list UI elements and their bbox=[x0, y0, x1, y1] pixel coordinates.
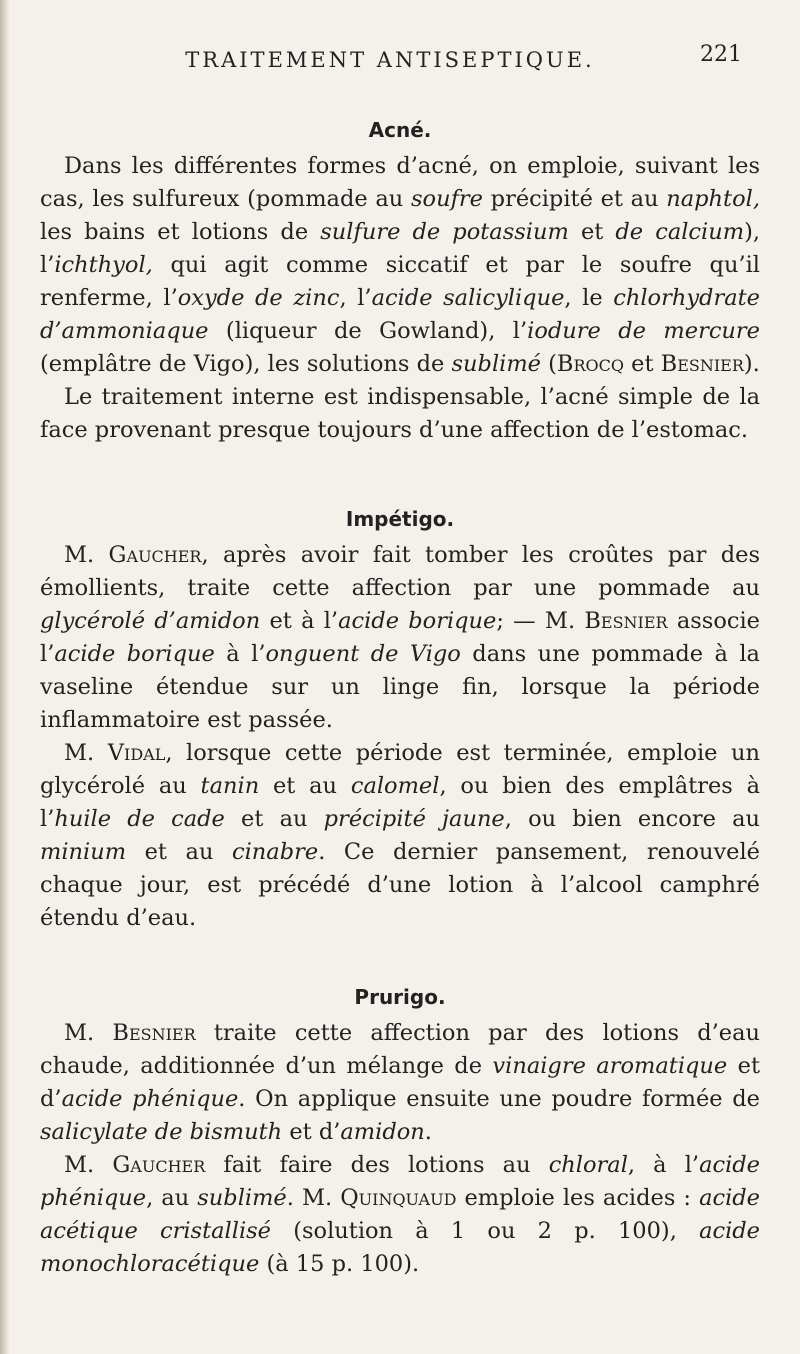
text-run: les bains et lotions de bbox=[40, 219, 321, 245]
paragraph bbox=[40, 381, 760, 447]
text-run: M. bbox=[64, 1152, 113, 1178]
section-title: Impétigo. bbox=[345, 507, 455, 531]
section-title: Acné. bbox=[368, 118, 432, 142]
italic-run: acide phénique bbox=[61, 1086, 239, 1112]
text-run: et bbox=[623, 351, 661, 377]
text-run: dans une pommade à la vaseline étendue sur un linge fin, lorsque la période inflammatoire est passée. bbox=[40, 641, 760, 733]
text-run: et au bbox=[126, 839, 232, 865]
paragraph bbox=[40, 1017, 760, 1149]
text-run: associe l’ bbox=[40, 608, 760, 667]
text-run: , à l’ bbox=[627, 1152, 700, 1178]
italic-run: naphtol, bbox=[666, 186, 760, 212]
text-run: Le traitement interne est indispensable, l’acné simple de la face provenant presque toujours d’une affection de l’estomac. bbox=[40, 384, 760, 443]
italic-run: salicylate de bismuth bbox=[40, 1119, 283, 1145]
paragraph bbox=[40, 539, 760, 737]
text-run: ( bbox=[540, 351, 557, 377]
text-run: et à l’ bbox=[260, 608, 339, 634]
text-run: . M. bbox=[286, 1185, 341, 1211]
text-run: (liqueur de Gowland), l’ bbox=[208, 318, 528, 344]
italic-run: tanin bbox=[200, 773, 260, 799]
italic-run: acide borique bbox=[54, 641, 215, 667]
italic-run: chlorhydrate d’ammoniaque bbox=[40, 285, 760, 344]
section-title: Prurigo. bbox=[354, 985, 446, 1009]
text-run: , au bbox=[146, 1185, 198, 1211]
text-run: , le bbox=[564, 285, 614, 311]
text-run: (à 15 p. 100). bbox=[259, 1251, 420, 1277]
italic-run: huile de cade bbox=[54, 806, 225, 832]
text-run: (emplâtre de Vigo), les solutions de bbox=[40, 351, 452, 377]
page-gutter-shadow bbox=[0, 0, 10, 1354]
text-run: emploie les acides : bbox=[456, 1185, 700, 1211]
italic-run: iodure de mercure bbox=[527, 318, 760, 344]
author-name: Vidal bbox=[107, 740, 166, 766]
italic-run: de calcium bbox=[615, 219, 745, 245]
italic-run: acide borique bbox=[338, 608, 497, 634]
section-acne bbox=[40, 118, 760, 447]
text-run: précipité et au bbox=[482, 186, 667, 212]
italic-run: vinaigre aromatique bbox=[492, 1053, 728, 1079]
italic-run: sublimé bbox=[451, 351, 541, 377]
italic-run: acide monochloracétique bbox=[40, 1218, 760, 1277]
text-run: . bbox=[424, 1119, 432, 1145]
text-run: et d’ bbox=[282, 1119, 341, 1145]
author-name: Gaucher bbox=[112, 1152, 206, 1178]
italic-run: glycérolé d’amidon bbox=[40, 608, 261, 634]
text-run: et d’ bbox=[40, 1053, 760, 1112]
section-prurigo bbox=[40, 985, 760, 1281]
text-run: qui agit comme siccatif et par le soufre qu’il renferme, l’ bbox=[40, 252, 760, 311]
text-run: M. bbox=[64, 542, 109, 568]
paragraph bbox=[40, 1149, 760, 1281]
paragraph bbox=[40, 737, 760, 935]
text-run: ; — M. bbox=[496, 608, 585, 634]
text-run: (solution à 1 ou 2 p. 100), bbox=[271, 1218, 700, 1244]
italic-run: sublimé bbox=[197, 1185, 287, 1211]
text-run: , l’ bbox=[339, 285, 372, 311]
text-run: Dans les différentes formes d’acné, on emploie, suivant les cas, les sulfureux (pommade au bbox=[40, 153, 760, 212]
text-run: , ou bien des emplâtres à l’ bbox=[40, 773, 761, 832]
text-run: . On applique ensuite une poudre formée de bbox=[238, 1086, 760, 1112]
author-name: Brocq bbox=[556, 351, 624, 377]
italic-run: oxyde de zinc bbox=[177, 285, 340, 311]
text-run: et bbox=[568, 219, 616, 245]
italic-run: sulfure de potassium bbox=[320, 219, 569, 245]
text-run: traite cette affection par des lotions d’eau chaude, additionnée d’un mélange de bbox=[40, 1020, 760, 1079]
italic-run: minium bbox=[40, 839, 127, 865]
italic-run: onguent de Vigo bbox=[265, 641, 461, 667]
author-name: Gaucher bbox=[108, 542, 202, 568]
italic-run: calomel bbox=[350, 773, 440, 799]
italic-run: ichthyol, bbox=[54, 252, 153, 278]
author-name: Besnier bbox=[112, 1020, 196, 1046]
section-impetigo bbox=[40, 507, 760, 935]
italic-run: chloral bbox=[548, 1152, 628, 1178]
text-run: , lorsque cette période est terminée, emploie un glycérolé au bbox=[40, 740, 760, 799]
text-run: fait faire des lotions au bbox=[205, 1152, 549, 1178]
running-title: TRAITEMENT ANTISEPTIQUE. bbox=[185, 48, 595, 72]
text-run: . Ce dernier pansement, renouvelé chaque jour, est précédé d’une lotion à l’alcool camphré étendu d’eau. bbox=[40, 839, 760, 931]
text-run: et au bbox=[259, 773, 351, 799]
text-run: M. bbox=[64, 740, 108, 766]
italic-run: soufre bbox=[410, 186, 483, 212]
author-name: Besnier bbox=[584, 608, 668, 634]
author-name: Besnier bbox=[660, 351, 744, 377]
text-run: , après avoir fait tomber les croûtes par des émollients, traite cette affection par une pommade au bbox=[40, 542, 761, 601]
italic-run: acide acétique cristallisé bbox=[40, 1185, 760, 1244]
page-number: 221 bbox=[700, 42, 742, 67]
italic-run: cinabre bbox=[232, 839, 319, 865]
text-run: M. bbox=[64, 1020, 113, 1046]
author-name: Quinquaud bbox=[340, 1185, 457, 1211]
paragraph bbox=[40, 150, 760, 381]
text-run: , ou bien encore au bbox=[504, 806, 760, 832]
italic-run: amidon bbox=[340, 1119, 425, 1145]
italic-run: acide salicylique bbox=[371, 285, 565, 311]
text-run: ), l’ bbox=[40, 219, 760, 278]
italic-run: acide phénique bbox=[40, 1152, 760, 1211]
text-run: ). bbox=[743, 351, 760, 377]
italic-run: précipité jaune bbox=[323, 806, 505, 832]
running-head bbox=[0, 42, 800, 78]
text-run: et au bbox=[224, 806, 324, 832]
text-run: à l’ bbox=[214, 641, 266, 667]
